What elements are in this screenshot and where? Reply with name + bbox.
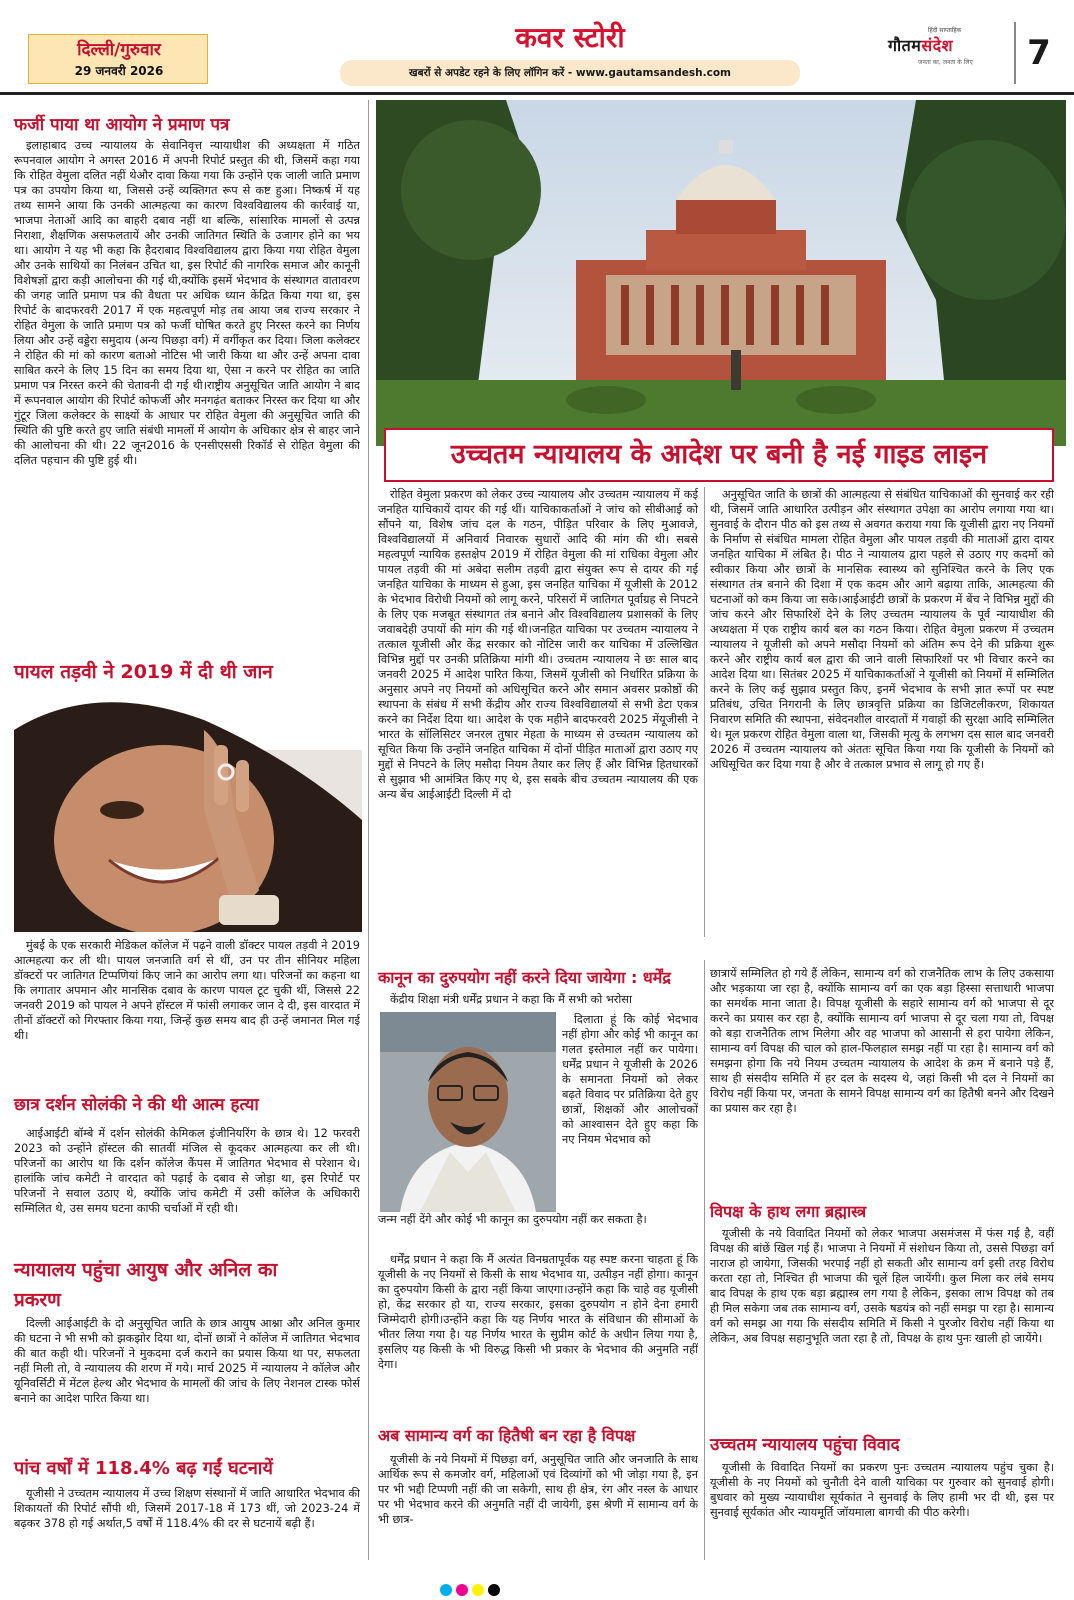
paragraph: मुंबई के एक सरकारी मेडिकल कॉलेज में पढ़ने वाली डॉक्टर पायल तड़वी ने 2019 आत्महत्या कर ली थी। पायल जनजाति वर्ग से थीं, उन पर तीन सीनियर महिला डॉक्टरों पर जातिगत टिप्पणियां किए जाने का आरोप लगा था। परिजनों का कहना था कि लगातार अपमान और मानसिक दबाव के कारण पायल टूट चुकी थीं, जिससे 22 जनवरी 2019 को पायल ने अपने हॉस्टल में फांसी लगाकर जान दे दी, इस वारदात में तीनों डॉक्टरों को गिरफ्तार किया गया, जिन्हें कुछ समय बाद ही उन्हें जमानत मिल गई थी। xyxy=(14,939,360,1042)
registration-mark xyxy=(440,1584,452,1596)
issue-date: 29 जनवरी 2026 xyxy=(74,64,164,78)
heading-darshan: छात्र दर्शन सोलंकी ने की थी आत्म हत्या xyxy=(14,1095,259,1115)
heading-brahmastra: विपक्ष के हाथ लगा ब्रह्मास्त्र xyxy=(710,1202,867,1221)
heading-five-years: पांच वर्षों में 118.4% बढ़ गईं घटनायें xyxy=(14,1458,273,1479)
date-box xyxy=(28,34,208,84)
pradhan-portrait-illustration xyxy=(380,1012,556,1212)
heading-fake-certificate: फर्जी पाया था आयोग ने प्रमाण पत्र xyxy=(14,115,230,135)
header-rule xyxy=(0,92,1074,95)
article-five-years xyxy=(14,1486,360,1560)
paragraph: रोहित वेमुला प्रकरण को लेकर उच्च न्यायालय और उच्चतम न्यायालय में कई जनहित याचिकायें दायर की गई थीं। याचिकाकर्ताओं ने जांच को सीबीआई को सौंपने या, विशेष जांच दल के गठन, पीड़ित परिवार के लिए मुआवजे, विश्वविद्यालयों में अनिवार्य निवारक सुधारों आदि की मांग की थी। सबसे महत्वपूर्ण न्यायिक हस्तक्षेप 2019 में रोहित वेमुला की मां राधिका वेमुला और पायल तड़वी की मां अबेदा सलीम तड़वी द्वारा संयुक्त रूप से दायर की गई जनहित याचिका के माध्यम से हुआ, इस जनहित याचिका में यूजीसी के 2012 के भेदभाव विरोधी नियमों को लागू करने, परिसरों में जातिगत पूर्वाग्रह से निपटने के लिए एक मजबूत संस्थागत तंत्र बनाने और विश्वविद्यालय प्रशासकों के लिए जवाबदेही उपायों की मांग की गई थी।जनहित याचिका पर उच्चतम न्यायालय ने तत्काल यूजीसी और केंद्र सरकार को नोटिस जारी कर याचिका में उल्लिखित विभिन्न मुद्दों पर उनकी प्रतिक्रिया मांगी थी। उच्चतम न्यायालय ने छः साल बाद जनवरी 2025 में आदेश पारित किया, जिसमें यूजीसी को निर्धारित प्रक्रिया के अनुसार अपने नए नियमों को अधिसूचित करने और समान अवसर प्रकोष्ठों की स्थापना के संबंध में सभी केंद्रीय और राज्य विश्वविद्यालयों से सभी डेटा एकत्र करने का निर्देश दिया था। आदेश के एक महीने बादफरवरी 2025 मेंयूजीसी ने भारत के सॉलिसिटर जनरल तुषार मेहता के माध्यम से उच्चतम न्यायालय को सूचित किया कि उन्होंने जनहित याचिका में दोनों पीड़ित माताओं द्वारा उठाए गए मुद्दों से निपटने के लिए मसौदा नियम तैयार कर लिए हैं और विभिन्न हितधारकों से सुझाव भी आमंत्रित किए गए थे, इस सबके बीच उच्चतम न्यायालय की एक अन्य बेंच आईआईटी दिल्ली में दो xyxy=(378,488,698,801)
logo-part2: संदेश xyxy=(921,36,954,55)
paragraph: यूजीसी के नये विवादित नियमों को लेकर भाजपा असमंजस में फंस गई है, वहीं विपक्ष की बांछें खिल गई हैं। भाजपा ने नियमों में संशोधन किया तो, उससे पिछड़ा वर्ग नाराज हो जायेगा, जिसकी भरपाई नहीं हो सकती और सामान्य वर्ग इसी तरह विरोध करता रहा तो, निश्चित ही भाजपा की चूलें हिल जायेंगी। कुल मिला कर लंबे समय बाद विपक्ष के हाथ एक बड़ा ब्रह्मास्त्र लग गया है लेकिन, इसका लाभ विपक्ष को तब ही मिल सकेगा जब तक सामान्य वर्ग, उसके षडयंत्र को नहीं समझ पा रहा है। सामान्य वर्ग को समझ आ गया कि संसदीय समिति में किसी ने पुरजोर विरोध नहीं किया था लेकिन, अब विपक्ष सहानुभूति जता रहा है तो, विपक्ष के हाथ पुनः खाली हो जायेंगे। xyxy=(710,1227,1054,1345)
section-title: कवर स्टोरी xyxy=(515,21,625,54)
paragraph: आईआईटी बॉम्बे में दर्शन सोलंकी केमिकल इंजीनियरिंग के छात्र थे। 12 फरवरी 2023 को उन्होंने हॉस्टल की सातवीं मंजिल से कूदकर आत्महत्या कर ली थी। परिजनों का आरोप था कि दर्शन कॉलेज कैंपस में जातिगत भेदभाव से परेशान थे। हालांकि जांच कमेटी ने वारदात को पढ़ाई के दबाव से जोड़ा था, इस रिपोर्ट पर परिजनों ने सवाल उठाए थे, क्योंकि जांच कमेटी में उसी कॉलेज के अधिकारी सम्मिलित थे, उस समय घटना काफी चर्चाओं में रही थी। xyxy=(14,1127,360,1215)
pradhan-side-text xyxy=(562,1012,698,1212)
column-rule xyxy=(704,487,705,937)
logo-tiny: हिंदी साप्ताहिक xyxy=(928,27,962,34)
right-article-1 xyxy=(710,966,1054,1196)
city-day: दिल्ली/गुरुवार xyxy=(77,40,161,60)
pradhan-article-2 xyxy=(378,1252,698,1416)
paragraph: दिलाता हूं कि कोई भेदभाव नहीं होगा और कोई भी कानून का गलत इस्तेमाल नहीं कर पायेगा। धर्मेंद्र प्रधान ने यूजीसी के 2026 के समानता नियमों को लेकर बढ़ते विवाद पर प्रतिक्रिया देते हुए छात्रों, शिक्षकों और आलोचकों को आश्वासन देते हुए कहा कि नए नियम भेदभाव को xyxy=(562,1013,698,1146)
paragraph: यूजीसी के नये नियमों में पिछड़ा वर्ग, अनुसूचित जाति और जनजाति के साथ आर्थिक रूप से कमजोर वर्ग, महिलाओं एवं दिव्यांगों को भी जोड़ा गया है, इन पर भी भद्दी टिप्पणी नहीं की जा सकेगी, साथ ही क्षेत्र, रंग और नस्ल के आधार पर भी भेदभाव करने की अनुमति नहीं दी जायेगी, इस श्रेणी में सामान्य वर्ग के भी छात्र- xyxy=(378,1453,698,1526)
logo-part1: गौतम xyxy=(888,36,922,55)
paragraph: छात्रायें सम्मिलित हो गये हैं लेकिन, सामान्य वर्ग को राजनैतिक लाभ के लिए उकसाया और भड़काया जा रहा है, क्योंकि सामान्य वर्ग का एक बड़ा हिस्सा सत्ताधारी भाजपा का समर्थक माना जाता है। विपक्ष यूजीसी के सहारे सामान्य वर्ग को भाजपा से दूर करने का प्रयास कर रहा है, क्योंकि सामान्य वर्ग भाजपा से दूर चला गया तो, विपक्ष को बड़ा राजनैतिक लाभ मिलेगा और वह भाजपा को आसानी से हरा पायेगा लेकिन, सामान्य वर्ग विपक्ष की चाल को हाल-फिलहाल समझ नहीं पा रहा है। सामान्य वर्ग को समझना होगा कि नये नियम उच्चतम न्यायालय के आदेश के क्रम में बनाने पड़े हैं, साथ ही संसदीय समिति में हर दल के सदस्य थे, जहां किसी भी दल ने नियमों का विरोध नहीं किया पर, जनता के सामने विपक्ष सामान्य वर्ग का हितैषी बनने और दिखने का प्रयास कर रहा है। xyxy=(710,967,1054,1115)
supreme-court-photo xyxy=(376,100,1066,446)
pradhan-photo xyxy=(380,1012,556,1212)
heading-payal: पायल तड़वी ने 2019 में दी थी जान xyxy=(14,661,273,683)
masthead xyxy=(0,0,1074,92)
article-payal xyxy=(14,938,360,1088)
pradhan-intro xyxy=(378,992,698,1008)
article-ayush-anil xyxy=(14,1316,360,1454)
paragraph: धर्मेंद्र प्रधान ने कहा कि मैं अत्यंत विनम्रतापूर्वक यह स्पष्ट करना चाहता हूं कि यूजीसी के नए नियमों से किसी के साथ भेदभाव या, उत्पीड़न नहीं होगा। कानून का दुरुपयोग किसी के द्वारा नहीं किया जाएगा।उन्होंने कहा कि चाहे वह यूजीसी हो, केंद्र सरकार हो या, राज्य सरकार, इसका दुरुपयोग न होने देना हमारी जिम्मेदारी होगी।उन्होंने कहा कि यह निर्णय भारत के संविधान की सीमाओं के भीतर लिया गया है। यह निर्णय भारत के सुप्रीम कोर्ट के अधीन लिया गया है, इसलिए यह किसी के भी विरुद्ध किसी भी प्रकार के भेदभाव की अनुमति नहीं देगा। xyxy=(378,1253,698,1371)
heading-supreme-court-dispute: उच्चतम न्यायालय पहुंचा विवाद xyxy=(710,1435,900,1455)
heading-general-category: अब सामान्य वर्ग का हितैषी बन रहा है विपक्ष xyxy=(378,1426,636,1445)
supreme-court-illustration xyxy=(376,100,1066,446)
paragraph: केंद्रीय शिक्षा मंत्री धर्मेंद्र प्रधान ने कहा कि मैं सभी को भरोसा xyxy=(390,993,632,1006)
logo-name xyxy=(888,34,953,56)
paragraph: अनुसूचित जाति के छात्रों की आत्महत्या से संबंधित याचिकाओं की सुनवाई कर रही थी, जिसमें जाति आधारित उत्पीड़न और संस्थागत उपेक्षा का आरोप लगाया गया था। सुनवाई के दौरान पीठ को इस तथ्य से अवगत कराया गया कि यूजीसी द्वारा नए नियमों के निर्माण से संबंधित मामला रोहित वेमुला और पायल तड़वी की माताओं द्वारा दायर जनहित याचिका में लंबित है। पीठ ने न्यायालय द्वारा पहले से उठाए गए कदमों को स्वीकार किया और छात्रों के मानसिक स्वास्थ्य को सुनिश्चित करने के लिए एक संस्थागत तंत्र बनाने की दिशा में एक कदम और आगे बढ़ाया ताकि, आत्महत्या की घटनाओं को कम किया जा सके।आईआईटी छात्रों के प्रकरण में बेंच ने विभिन्न मुद्दों की जांच करने और सिफारिशें देने के लिए उच्चतम न्यायालय के पूर्व न्यायाधीश की अध्यक्षता में एक राष्ट्रीय कार्य बल का गठन किया। रोहित वेमुला प्रकरण में उच्चतम न्यायालय ने यूजीसी को अपने मसौदा नियमों को अंतिम रूप देने की प्रक्रिया शुरू करने और राष्ट्रीय कार्य बल द्वारा की जाने वाली सिफारिशों पर भी विचार करने का आदेश दिया था। सितंबर 2025 में याचिकाकर्ताओं ने यूजीसी को नियमों में सम्मिलित करने के लिए कई सुझाव प्रस्तुत किए, इनमें भेदभाव के सभी ज्ञात रूपों पर स्पष्ट प्रतिबंध, उचित निगरानी के लिए छात्रवृत्ति प्रक्रिया का डिजिटलीकरण, शिकायत निवारण समिति की स्थापना, संवेदनशील वारदातों में गवाहों की सुरक्षा आदि सम्मिलित थे। मूल प्रकरण रोहित वेमुला वाला था, जिसकी मृत्यु के लगभग दस साल बाद जनवरी 2026 में उच्चतम न्यायालय को अंततः सूचित किया गया कि यूजीसी के नियमों को अधिसूचित कर दिया गया है और वे तत्काल प्रभाव से लागू हो गए हैं। xyxy=(710,488,1054,771)
paragraph: इलाहाबाद उच्च न्यायालय के सेवानिवृत्त न्यायाधीश की अध्यक्षता में गठित रूपनवाल आयोग ने अगस्त 2016 में अपनी रिपोर्ट प्रस्तुत की थी, जिसमें कहा गया कि रोहित वेमुला दलित नहीं थेऔर दावा किया गया कि उन्होंने एक जाली जाति प्रमाण पत्र का उपयोग किया था, जिससे उन्हें व्यक्तिगत रूप से कष्ट हुआ। निष्कर्ष में यह तथ्य सामने आया कि उनकी आत्महत्या का कारण विश्वविद्यालय की कार्रवाई या, भाजपा नेताओं आदि का बाहरी दबाव नहीं था बल्कि, सांसारिक मामलों से उत्पन्न निराशा, शैक्षणिक असफलतायें और उनकी जातिगत स्थिति के उजागर होने का भय था। आयोग ने यह भी कहा कि हैदराबाद विश्वविद्यालय द्वारा किया गया रोहित वेमुला और उनके साथियों का निलंबन उचित था, इस रिपोर्ट की नागरिक समाज और कानूनी विशेषज्ञों द्वारा कड़ी आलोचना की गई थी,क्योंकि इसमें भेदभाव के संस्थागत वातावरण की जगह जाति प्रमाण पत्र की वैधता पर अधिक ध्यान केंद्रित किया गया था, इस रिपोर्ट के बादफरवरी 2017 में एक महत्वपूर्ण मोड़ तब आया जब राज्य सरकार ने रोहित वेमुला के जाति प्रमाण पत्र को फर्जी घोषित करते हुए निरस्त करने का निर्णय लिया और उन्हें वड्डेरा समुदाय (अन्य पिछड़ा वर्ग) में वर्गीकृत कर दिया। जिला कलेक्टर ने रोहित की मां को कारण बताओ नोटिस भी जारी किया था और उन्हें अपना दावा साबित करने के लिए 15 दिन का समय दिया था, ऐसा न करने पर रोहित का जाति प्रमाण पत्र निरस्त करने की चेतावनी दी गई थी।राष्ट्रीय अनुसूचित जाति आयोग ने बाद में रूपनवाल आयोग की रिपोर्ट कोफर्जी और मनगढ़ंत बताकर निरस्त कर दिया था और गुंटूर जिला कलेक्टर के साक्ष्यों के आधार पर रोहित वेमुला की अनुसूचित जाति की स्थिति की पुष्टि करते हुए जाति संबंधी मामलों में आयोग के अधिकार क्षेत्र से बाहर जाने की आलोचना की थी। 22 जून2016 के एनसीएससी रिकॉर्ड से रोहित वेमुला की दलित पहचान की पुष्टि हुई थी। xyxy=(14,139,360,467)
main-article-col1 xyxy=(378,487,698,939)
registration-mark xyxy=(488,1584,500,1596)
supreme-court-dispute-article xyxy=(710,1460,1054,1560)
heading-ayush-anil-2: प्रकरण xyxy=(14,1289,61,1311)
page-number: 7 xyxy=(1014,22,1062,84)
main-headline-box xyxy=(384,428,1054,482)
heading-pradhan: कानून का दुरुपयोग नहीं करने दिया जायेगा : धर्मेंद्र xyxy=(378,968,671,987)
payal-portrait-illustration xyxy=(14,690,362,932)
registration-mark xyxy=(456,1584,468,1596)
paragraph: यूजीसी के विवादित नियमों का प्रकरण पुनः उच्चतम न्यायालय पहुंच चुका है। यूजीसी के नए नियमों को चुनौती देने वाली याचिका पर गुरुवार को सुनवाई होगी। बुधवार को मुख्य न्यायाधीश सूर्यकांत ने सुनवाई के लिए हामी भर दी थी, इस पर सुनवाई सूर्यकांत और न्यायमूर्ति जॉयमाला बागची की पीठ करेगी। xyxy=(710,1461,1054,1519)
paragraph: दिल्ली आईआईटी के दो अनुसूचित जाति के छात्र आयुष आश्ना और अनिल कुमार की घटना ने भी सभी को झकझोर दिया था, दोनों छात्रों ने कॉलेज में जातिगत भेदभाव की बात कही थी। परिजनों ने मुकदमा दर्ज कराने का प्रयास किया था पर, सफलता नहीं मिली तो, वे न्यायालय की शरण में गये। मार्च 2025 में न्यायालय ने कॉलेज और यूनिवर्सिटी में मेंटल हेल्थ और भेदभाव के मामलों की जांच के लिए नेशनल टास्क फोर्स बनाने का आदेश पारित किया था। xyxy=(14,1317,360,1405)
main-article-col2 xyxy=(710,487,1054,939)
column-rule xyxy=(704,960,705,1560)
heading-ayush-anil: न्यायालय पहुंचा आयुष और अनिल का xyxy=(14,1259,278,1281)
general-category-article xyxy=(378,1452,698,1560)
main-headline: उच्चतम न्यायालय के आदेश पर बनी है नई गाइड लाइन xyxy=(450,439,988,470)
article-darshan xyxy=(14,1126,360,1248)
login-subline[interactable]: खबरों से अपडेट रहने के लिए लॉगिन करें - www.gautamsandesh.com xyxy=(340,60,800,86)
column-rule xyxy=(368,100,369,1560)
pradhan-continued xyxy=(378,1212,698,1242)
paragraph: यूजीसी ने उच्चतम न्यायालय में उच्च शिक्षण संस्थानों में जाति आधारित भेदभाव की शिकायतों की रिपोर्ट सौंपी थी, जिसमें 2017-18 में 173 थीं, जो 2023-24 में बढ़कर 378 हो गई अर्थात,5 वर्षों में 118.4% की दर से घटनायें बढ़ी हैं। xyxy=(14,1487,360,1530)
logo-tagline: जनता का, जनता के लिए xyxy=(918,59,973,66)
registration-mark xyxy=(472,1584,484,1596)
payal-photo xyxy=(14,690,362,932)
brahmastra-article xyxy=(710,1226,1054,1426)
article-fake-certificate xyxy=(14,138,360,660)
paragraph: जन्म नहीं देंगे और कोई भी कानून का दुरुपयोग नहीं कर सकता है। xyxy=(378,1213,647,1226)
